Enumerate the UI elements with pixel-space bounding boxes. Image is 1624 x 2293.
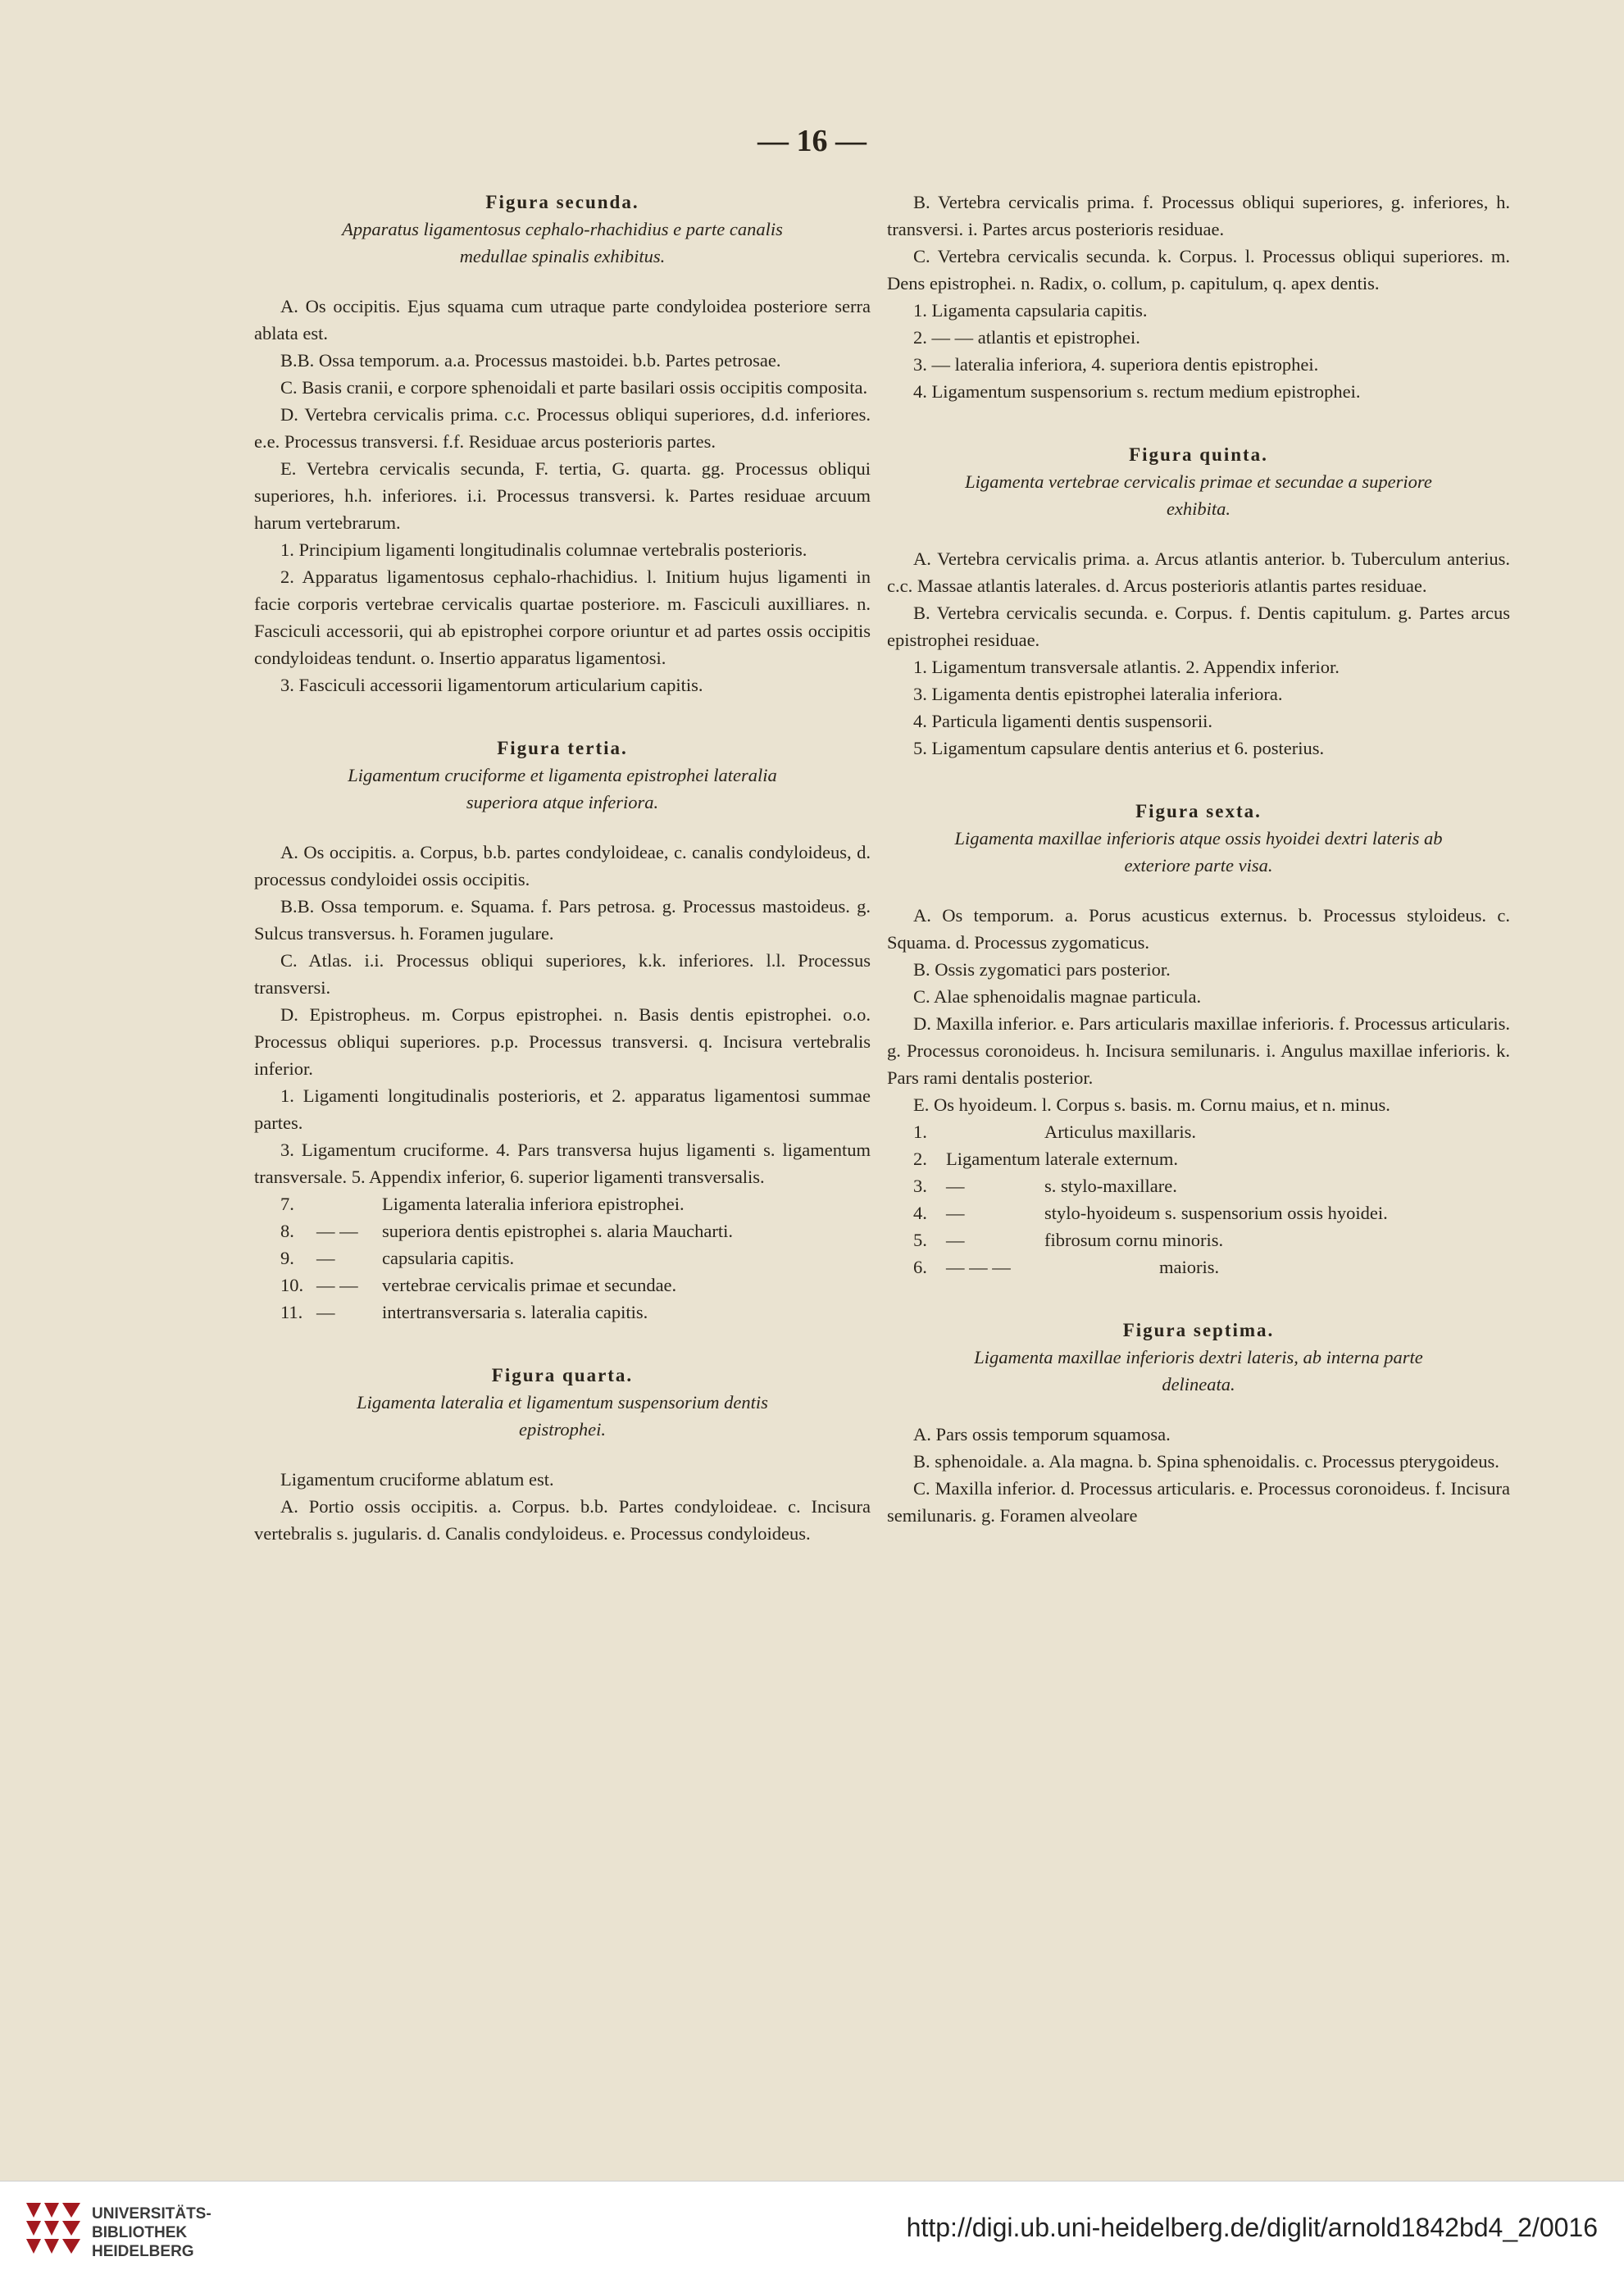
list-item: 4. Particula ligamenti dentis suspensorii. <box>913 711 1212 731</box>
university-library-logo-icon[interactable] <box>23 2200 84 2260</box>
document-url-link[interactable]: http://digi.ub.uni-heidelberg.de/diglit/arnold1842bd4_2/0016 <box>906 2213 1598 2242</box>
list-item: 3. Ligamenta dentis epistrophei lateralia inferiora. <box>913 684 1283 704</box>
paragraph: 1. Ligamenti longitudinalis posterioris, et 2. apparatus ligamentosi summae partes. <box>254 1085 871 1133</box>
list-item: 4. — stylo-hyoideum s. suspensorium ossis hyoidei. <box>913 1203 1388 1223</box>
list-item: 10. — — vertebrae cervicalis primae et secundae. <box>280 1275 677 1295</box>
library-name-line: BIBLIOTHEK <box>92 2224 188 2241</box>
section-caption: Ligamentum cruciforme et ligamenta epistrophei lateralia superiora atque inferiora. <box>348 765 777 812</box>
paragraph: B. Vertebra cervicalis secunda. e. Corpus. f. Dentis capitulum. g. Partes arcus epistrophei residuae. <box>887 603 1510 650</box>
paragraph-group <box>887 1421 1510 1529</box>
paragraph: A. Os occipitis. a. Corpus, b.b. partes condyloideae, c. canalis condyloideus, d. processus condyloidei ossis occipitis. <box>254 842 871 889</box>
section-caption: Ligamenta maxillae inferioris dextri lateris, ab interna parte delineata. <box>974 1347 1423 1394</box>
section-heading: Figura secunda. <box>485 192 639 212</box>
list-item: 2. — — atlantis et epistrophei. <box>913 327 1140 348</box>
page-number: — 16 — <box>757 124 867 158</box>
paragraph: B.B. Ossa temporum. a.a. Processus mastoidei. b.b. Partes petrosae. <box>280 350 781 371</box>
list-item: 8. — — superiora dentis epistrophei s. alaria Maucharti. <box>280 1221 733 1241</box>
section-caption: Ligamenta vertebrae cervicalis primae et secundae a superiore exhibita. <box>965 471 1432 519</box>
paragraph: 1. Principium ligamenti longitudinalis columnae vertebralis posterioris. <box>280 539 807 560</box>
list-item: 6. — — — maioris. <box>913 1257 1220 1277</box>
list-item: 2. Ligamentum laterale externum. <box>913 1149 1179 1169</box>
paragraph: E. Vertebra cervicalis secunda, F. tertia, G. quarta. gg. Processus obliqui superiores, h.h. inferiores. i.i. Processus transversi. k. Partes residuae arcuum harum vertebrarum. <box>254 458 871 533</box>
right-column <box>887 189 1510 1529</box>
list-item: 9. — capsularia capitis. <box>280 1248 515 1268</box>
paragraph: A. Pars ossis temporum squamosa. <box>913 1424 1171 1444</box>
paragraph: A. Os temporum. a. Porus acusticus externus. b. Processus styloideus. c. Squama. d. Processus zygomaticus. <box>887 905 1510 953</box>
paragraph-group <box>254 839 871 1190</box>
paragraph: E. Os hyoideum. l. Corpus s. basis. m. Cornu maius, et n. minus. <box>913 1094 1390 1115</box>
section-heading: Figura quinta. <box>1129 444 1268 465</box>
list-item: 1. Articulus maxillaris. <box>913 1121 1196 1142</box>
section-heading: Figura tertia. <box>497 738 628 758</box>
list-item: 5. — fibrosum cornu minoris. <box>913 1230 1224 1250</box>
list-item: 7. Ligamenta lateralia inferiora epistrophei. <box>280 1194 685 1214</box>
paragraph: C. Basis cranii, e corpore sphenoidali et parte basilari ossis occipitis composita. <box>280 377 868 398</box>
paragraph: C. Maxilla inferior. d. Processus articularis. e. Processus coronoideus. f. Incisura semilunaris. g. Foramen alveolare <box>887 1478 1510 1526</box>
paragraph-group <box>887 902 1510 1118</box>
list-item: 1. Ligamenta capsularia capitis. <box>913 300 1148 321</box>
ligament-list <box>254 1190 871 1326</box>
list-item: 3. — s. stylo-maxillare. <box>913 1176 1177 1196</box>
section-heading: Figura quarta. <box>491 1365 634 1385</box>
paragraph: B. Ossis zygomatici pars posterior. <box>913 959 1171 980</box>
list-item: 11. — intertransversaria s. lateralia capitis. <box>280 1302 648 1322</box>
paragraph: D. Epistropheus. m. Corpus epistrophei. n. Basis dentis epistrophei. o.o. Processus obliqui superiores. p.p. Processus transversi. q. Incisura vertebralis inferior. <box>254 1004 871 1079</box>
library-name-line: UNIVERSITÄTS- <box>92 2205 212 2222</box>
paragraph: C. Alae sphenoidalis magnae particula. <box>913 986 1202 1007</box>
library-name-line: HEIDELBERG <box>92 2243 194 2260</box>
paragraph: B. sphenoidale. a. Ala magna. b. Spina sphenoidalis. c. Processus pterygoideus. <box>913 1451 1499 1472</box>
section-caption: Ligamenta lateralia et ligamentum suspensorium dentis epistrophei. <box>357 1392 768 1440</box>
paragraph-group <box>887 545 1510 653</box>
paragraph: C. Atlas. i.i. Processus obliqui superiores, k.k. inferiores. l.l. Processus transversi. <box>254 950 871 998</box>
paragraph: B.B. Ossa temporum. e. Squama. f. Pars petrosa. g. Processus mastoideus. g. Sulcus transversus. h. Foramen jugulare. <box>254 896 871 944</box>
ligament-list <box>887 653 1510 762</box>
paragraph: A. Portio ossis occipitis. a. Corpus. b.b. Partes condyloideae. c. Incisura vertebralis s. jugularis. d. Canalis condyloideus. e. Processus condyloideus. <box>254 1496 871 1544</box>
left-column <box>254 189 871 1547</box>
ligament-list <box>887 1118 1510 1281</box>
paragraph: D. Vertebra cervicalis prima. c.c. Processus obliqui superiores, d.d. inferiores. e.e. Processus transversi. f.f. Residuae arcus posterioris partes. <box>254 404 871 452</box>
paragraph: 3. Ligamentum cruciforme. 4. Pars transversa hujus ligamenti s. ligamentum transversale. 5. Appendix inferior, 6. superior ligamenti transversalis. <box>254 1140 871 1187</box>
section-heading: Figura septima. <box>1122 1320 1275 1340</box>
paragraph: A. Vertebra cervicalis prima. a. Arcus atlantis anterior. b. Tuberculum anterius. c.c. Massae atlantis laterales. d. Arcus posterioris atlantis partes residuae. <box>887 548 1510 596</box>
paragraph-group <box>887 189 1510 297</box>
section-caption: Ligamenta maxillae inferioris atque ossis hyoidei dextri lateris ab exteriore parte visa. <box>954 828 1443 876</box>
paragraph: D. Maxilla inferior. e. Pars articularis maxillae inferioris. f. Processus articularis. g. Processus coronoideus. h. Incisura semilunaris. i. Angulus maxillae inferioris. k. Pars rami dentalis posterior. <box>887 1013 1510 1088</box>
paragraph-group <box>254 1466 871 1547</box>
paragraph-group <box>254 293 871 698</box>
paragraph: 3. Fasciculi accessorii ligamentorum articularium capitis. <box>280 675 703 695</box>
list-item: 1. Ligamentum transversale atlantis. 2. Appendix inferior. <box>913 657 1340 677</box>
section-heading: Figura sexta. <box>1135 801 1262 821</box>
list-item: 3. — lateralia inferiora, 4. superiora dentis epistrophei. <box>913 354 1319 375</box>
library-name[interactable] <box>92 2204 212 2261</box>
list-item: 5. Ligamentum capsulare dentis anterius et 6. posterius. <box>913 738 1325 758</box>
paragraph: A. Os occipitis. Ejus squama cum utraque parte condyloidea posteriore serra ablata est. <box>254 296 871 343</box>
paragraph: Ligamentum cruciforme ablatum est. <box>280 1469 554 1490</box>
paragraph: C. Vertebra cervicalis secunda. k. Corpus. l. Processus obliqui superiores. m. Dens epistrophei. n. Radix, o. collum, p. capitulum, q. apex dentis. <box>887 246 1510 293</box>
section-caption: Apparatus ligamentosus cephalo-rhachidius e parte canalis medullae spinalis exhibitus. <box>342 219 783 266</box>
paragraph: B. Vertebra cervicalis prima. f. Processus obliqui superiores, g. inferiores, h. transversi. i. Partes arcus posterioris residuae. <box>887 192 1510 239</box>
ligament-list <box>887 297 1510 405</box>
paragraph: 2. Apparatus ligamentosus cephalo-rhachidius. l. Initium hujus ligamenti in facie corporis vertebrae cervicalis quartae posteriore. m. Fasciculi auxilliares. n. Fasciculi accessorii, qui ab epistrophei corpore oriuntur et ad partes ossis occipitis condyloideas tendunt. o. Insertio apparatus ligamentosi. <box>254 566 871 668</box>
viewer-footer <box>0 2181 1624 2293</box>
list-item: 4. Ligamentum suspensorium s. rectum medium epistrophei. <box>913 381 1361 402</box>
